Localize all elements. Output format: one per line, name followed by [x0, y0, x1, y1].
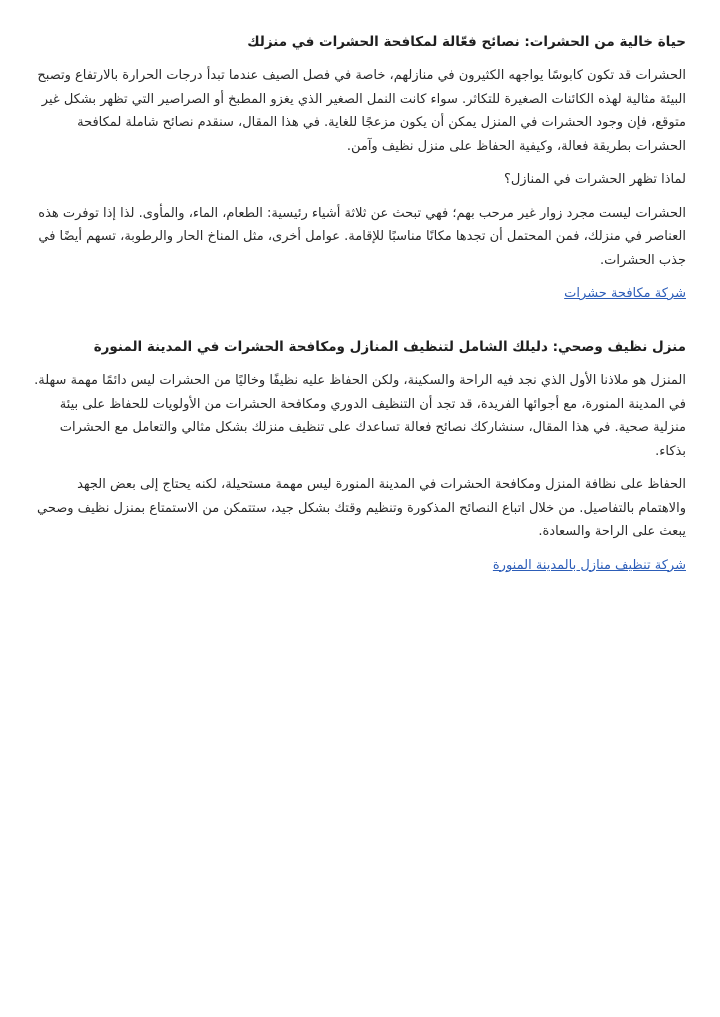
- article-conclusion-paragraph: الحفاظ على نظافة المنزل ومكافحة الحشرات في المدينة المنورة ليس مهمة مستحيلة، لكنه يحتاج إلى بعض الجهد والاهتمام بالتفاصيل. من خلال اتباع النصائح المذكورة وتنظيم وقتك بشكل جيد، ستتمكن من الاستمتاع بمنزل نظيف وصحي يبعث على الراحة والسعادة.: [37, 477, 686, 539]
- section-answer-paragraph: الحشرات ليست مجرد زوار غير مرحب بهم؛ فهي تبحث عن ثلاثة أشياء رئيسية: الطعام، الماء، والمأوى. لذا إذا توفرت هذه العناصر في منزلك، فمن المحتمل أن تجدها مكانًا مناسبًا للإقامة. عوامل أخرى، مثل المناخ الحار والرطوبة، تسهم أيضًا في جذب الحشرات.: [38, 205, 686, 268]
- article-home-cleaning: [34, 335, 686, 577]
- section-question-heading: لماذا تظهر الحشرات في المنازل؟: [503, 172, 686, 187]
- cleaning-company-link[interactable]: شركة تنظيف منازل بالمدينة المنورة: [492, 557, 686, 573]
- article-pest-control: [34, 30, 686, 305]
- article-intro-paragraph: المنزل هو ملاذنا الأول الذي نجد فيه الراحة والسكينة، ولكن الحفاظ عليه نظيفًا وخاليًا من الحشرات ليس دائمًا مهمة سهلة. في المدينة المنورة، مع أجوائها الفريدة، قد تجد أن التنظيف الدوري ومكافحة الحشرات من الأولويات للحفاظ على بيئة منزلية صحية. في هذا المقال، سنشاركك نصائح فعالة تساعدك على تنظيف منزلك بشكل مثالي والتعامل مع الحشرات بذكاء.: [34, 373, 686, 459]
- pest-control-company-link[interactable]: شركة مكافحة حشرات: [564, 286, 686, 301]
- article-intro-paragraph: الحشرات قد تكون كابوسًا يواجهه الكثيرون في منازلهم، خاصة في فصل الصيف عندما تبدأ درجات الحرارة بالارتفاع وتصبح البيئة مثالية لهذه الكائنات الصغيرة للتكاثر. سواء كانت النمل الصغير الذي يغزو المطبخ أو الصراصير التي تظهر بشكل غير متوقع، فإن وجود الحشرات في المنزل يمكن أن يكون مزعجًا للغاية. في هذا المقال، سنقدم نصائح شاملة لمكافحة الحشرات بطريقة فعالة، وكيفية الحفاظ على منزل نظيف وآمن.: [37, 68, 686, 154]
- article-title: حياة خالية من الحشرات: نصائح فعّالة لمكافحة الحشرات في منزلك: [247, 34, 686, 50]
- article-title: منزل نظيف وصحي: دليلك الشامل لتنظيف المنازل ومكافحة الحشرات في المدينة المنورة: [93, 339, 686, 355]
